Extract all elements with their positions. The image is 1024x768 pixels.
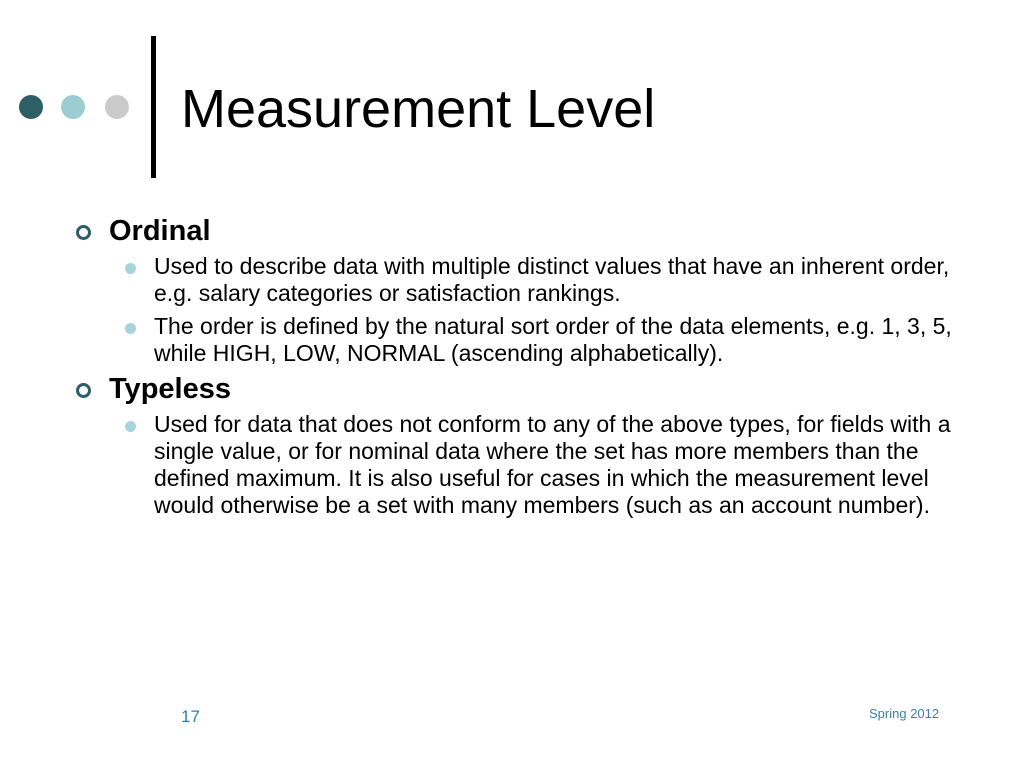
section-heading-ordinal	[72, 211, 962, 251]
slide-title: Measurement Level	[181, 79, 656, 139]
dot-bullet-icon	[125, 421, 136, 432]
title-divider	[151, 36, 156, 178]
grey-circle-icon	[105, 95, 129, 119]
bullet-item	[72, 313, 962, 367]
bullet-text: Used for data that does not conform to any of the above types, for fields with a single value, or for nominal data where the set has more members than the defined maximum. It is also useful for cases in which the measurement level would otherwise be a set with many members (such as an account number).	[154, 411, 951, 518]
slide-number: 17	[181, 707, 200, 726]
slide-content	[72, 211, 962, 519]
bullet-item	[72, 411, 962, 519]
ring-bullet-icon	[76, 383, 91, 398]
bullet-item	[72, 253, 962, 307]
dot-bullet-icon	[125, 263, 136, 274]
footer-date: Spring 2012	[869, 706, 940, 721]
bullet-text: The order is defined by the natural sort order of the data elements, e.g. 1, 3, 5, while HIGH, LOW, NORMAL (ascending alphabetically).	[154, 313, 952, 366]
light-teal-circle-icon	[61, 95, 85, 119]
section-heading-typeless	[72, 369, 962, 409]
ring-bullet-icon	[76, 225, 91, 240]
section-heading-label: Ordinal	[109, 215, 211, 247]
bullet-text: Used to describe data with multiple distinct values that have an inherent order, e.g. salary categories or satisfaction rankings.	[154, 253, 950, 306]
section-heading-label: Typeless	[109, 373, 231, 405]
dark-circle-icon	[19, 95, 43, 119]
dot-bullet-icon	[125, 323, 136, 334]
